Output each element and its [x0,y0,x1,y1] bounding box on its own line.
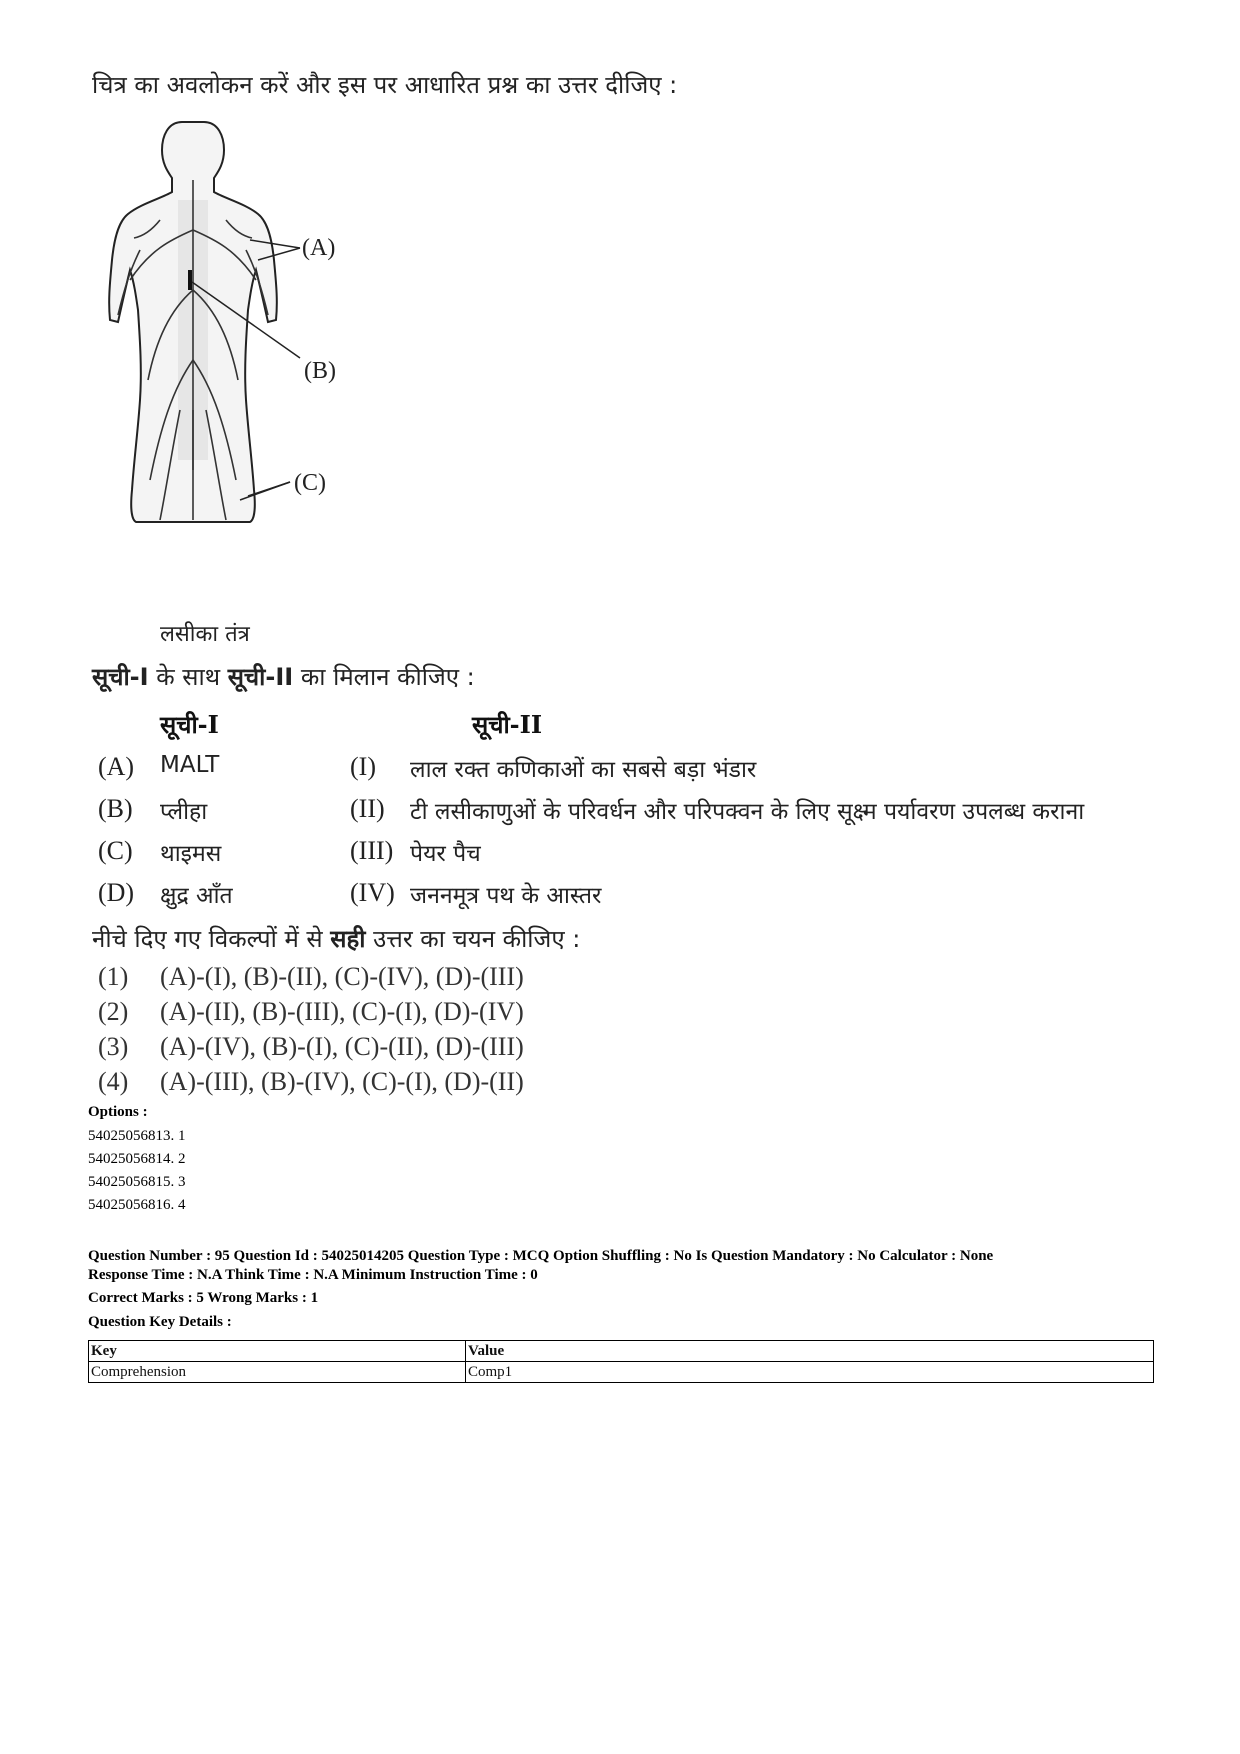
table-row [89,1362,1154,1383]
label-b: (B) [304,358,336,384]
column-header-key: Key [89,1341,466,1362]
match-row: (B) प्लीहा (II) टी लसीकाणुओं के परिवर्धन और परिपक्वन के लिए सूक्ष्म पर्यावरण उपलब्ध कराना [98,794,1085,825]
label-c: (C) [294,470,326,496]
option-id: 54025056814. 2 [88,1151,186,1167]
option-id: 54025056816. 4 [88,1197,186,1213]
question-meta-line: Response Time : N.A Think Time : N.A Minimum Instruction Time : 0 [88,1267,538,1283]
table-cell: Comprehension [89,1362,466,1383]
question-meta-line: Question Number : 95 Question Id : 54025014205 Question Type : MCQ Option Shuffling : No Is Question Mandatory : No Calculator : None [88,1248,994,1264]
question-key-details-label: Question Key Details : [88,1314,232,1330]
intro-instruction: चित्र का अवलोकन करें और इस पर आधारित प्रश्न का उत्तर दीजिए : [92,71,678,99]
question-meta-line: Correct Marks : 5 Wrong Marks : 1 [88,1290,319,1306]
match-row: (A) MALT (I) लाल रक्त कणिकाओं का सबसे बड़ा भंडार [98,752,757,783]
question-key-table [88,1340,1154,1383]
match-row: (C) थाइमस (III) पेयर पैच [98,836,481,867]
table-header-row [89,1341,1154,1362]
list-one-header: सूची-I [160,710,219,739]
choose-instruction: नीचे दिए गए विकल्पों में से सही उत्तर का चयन कीजिए : [92,925,581,953]
list-two-header: सूची-II [472,710,543,739]
column-header-value: Value [466,1341,1154,1362]
lymphatic-system-figure [100,110,440,590]
match-row: (D) क्षुद्र आँत (IV) जननमूत्र पथ के आस्तर [98,878,602,909]
match-instruction: सूची-I के साथ सूची-II का मिलान कीजिए : [92,663,475,691]
label-a: (A) [302,235,336,261]
option-id: 54025056815. 3 [88,1174,186,1190]
table-cell: Comp1 [466,1362,1154,1383]
options-label: Options : [88,1104,148,1120]
option-id: 54025056813. 1 [88,1128,186,1144]
figure-caption: लसीका तंत्र [160,622,250,647]
question-page: चित्र का अवलोकन करें और इस पर आधारित प्रश्न का उत्तर दीजिए : (A) (B) (C) लसीका तंत्र सूची-I के साथ सूची-II का मिलान कीजिए : सूची-I सूची-II (A) MALT (I) लाल रक्त कणिकाओं का सबसे बड़ा भंडार (B) प्लीहा (II) टी लसीकाणुओं के परिवर्धन और परिपक्वन के लिए सूक्ष्म पर्यावरण उपलब्ध कराना (C) थाइमस (III) पेयर पैच (D) क्षुद्र आँत (IV) जननमूत्र पथ के आस्तर नीचे दिए गए विकल्पों में से सही उत्तर का चयन कीजिए : (1) (A)-(I), (B)-(II), (C)-(IV), (D)-(III) (2) (A)-(II), (B)-(III), (C)-(I), (D)-(IV) (3) (A)-(IV), (B)-(I), (C)-(II), (D)-(III) (4) (A)-(III), (B)-(IV), (C)-(I), (D)-(II) Options : 54025056813. 1 54025056814. 2 54025056815. 3 54025056816. 4 Question Number : 95 Question Id : 54025014205 Question Type : MCQ Option Shuffling : No Is Question Mandatory : No Calculator : None Response Time : N.A Think Time : N.A Minimum Instruction Time : 0 Correct Marks : 5 Wrong Marks : 1 Question Key Details : Key Value Comprehension Comp1 [0,0,1240,1754]
